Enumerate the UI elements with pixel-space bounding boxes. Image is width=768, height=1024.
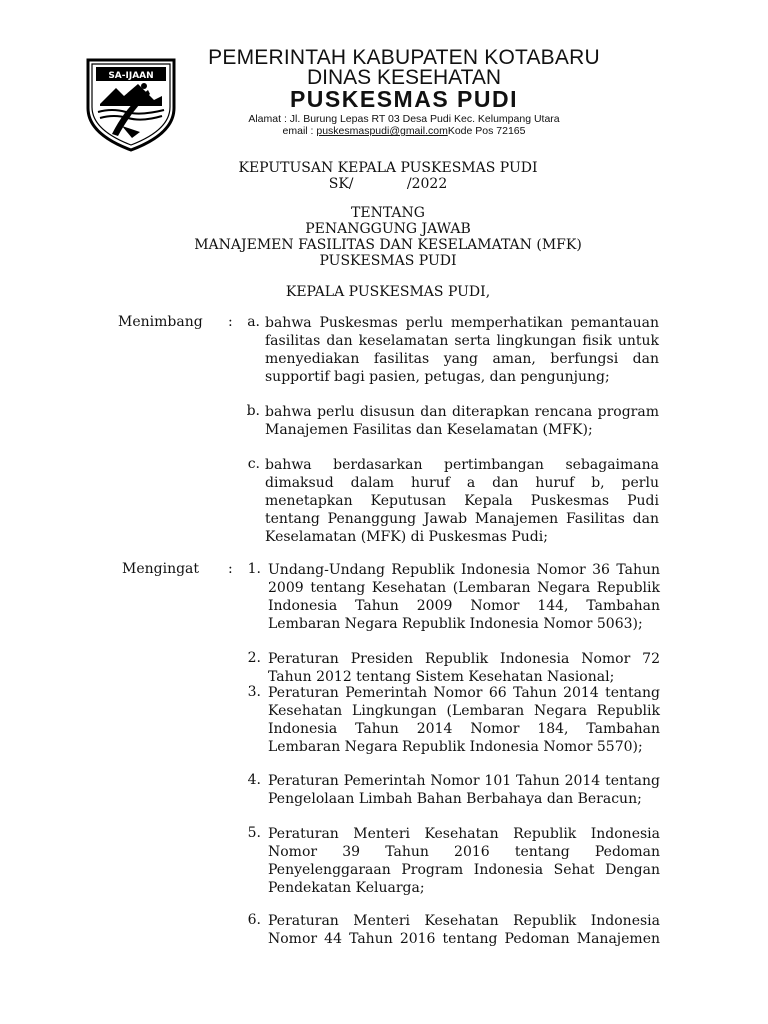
- mengingat-item: Peraturan Presiden Republik Indonesia Nomor 72 Tahun 2012 tentang Sistem Kesehatan Nasional;: [268, 651, 660, 685]
- mengingat-item: Peraturan Pemerintah Nomor 66 Tahun 2014 tentang Kesehatan Lingkungan (Lembaran Negara Republik Indonesia Tahun 2014 Nomor 184, Tambahan Lembaran Negara Republik Indonesia Nomor 5570);: [268, 685, 660, 755]
- agency-name: DINAS KESEHATAN: [306, 66, 502, 89]
- address: Alamat : Jl. Burung Lepas RT 03 Desa Pudi Kec. Kelumpang Utara: [248, 113, 560, 125]
- mengingat-item: Undang-Undang Republik Indonesia Nomor 36 Tahun 2009 tentang Kesehatan (Lembaran Negara Republik Indonesia Tahun 2009 Nomor 144, Tambahan Lembaran Negara Republik Indonesia Nomor 5063);: [268, 562, 660, 632]
- mengingat-label: Mengingat: [122, 561, 200, 577]
- government-name: PEMERINTAH KABUPATEN KOTABARU: [208, 46, 600, 69]
- mengingat-colon: :: [228, 561, 233, 577]
- puskesmas-name: PUSKESMAS PUDI: [289, 86, 519, 112]
- mengingat-marker: 3.: [247, 684, 261, 700]
- menimbang-item: bahwa perlu disusun dan diterapkan rencana program Manajemen Fasilitas dan Keselamatan (MFK);: [265, 404, 659, 438]
- mengingat-item: Peraturan Pemerintah Nomor 101 Tahun 2014 tentang Pengelolaan Limbah Bahan Berbahaya dan Beracun;: [268, 773, 660, 807]
- menimbang-item: bahwa Puskesmas perlu memperhatikan pemantauan fasilitas dan keselamatan serta lingkungan fisik untuk menyediakan fasilitas yang aman, berfungsi dan supportif bagi pasien, petugas, dan pengunjung;: [265, 315, 659, 385]
- mengingat-marker: 2.: [247, 650, 261, 666]
- decree-title: KEPUTUSAN KEPALA PUSKESMAS PUDI: [238, 160, 538, 176]
- menimbang-item: bahwa berdasarkan pertimbangan sebagaimana dimaksud dalam huruf a dan huruf b, perlu menetapkan Keputusan Kepala Puskesmas Pudi tentang Penanggung Jawab Manajemen Fasilitas dan Keselamatan (MFK) di Puskesmas Pudi;: [265, 457, 659, 545]
- menimbang-label: Menimbang: [118, 314, 203, 330]
- issuer-heading: KEPALA PUSKESMAS PUDI,: [285, 284, 491, 300]
- mengingat-marker: 6.: [247, 912, 261, 928]
- mengingat-marker: 1.: [247, 561, 261, 577]
- menimbang-colon: :: [228, 314, 233, 330]
- tentang-heading: TENTANG: [351, 205, 425, 221]
- email-label: email :: [282, 125, 317, 137]
- logo-text: SA-IJAAN: [108, 71, 154, 81]
- subject-line-1: PENANGGUNG JAWAB: [305, 221, 471, 237]
- subject-line-3: PUSKESMAS PUDI: [319, 253, 457, 269]
- letterhead: [0, 0, 768, 150]
- menimbang-marker: b.: [246, 403, 260, 419]
- mengingat-marker: 4.: [247, 772, 261, 788]
- mengingat-item: Peraturan Menteri Kesehatan Republik Indonesia Nomor 44 Tahun 2016 tentang Pedoman Manajemen: [268, 913, 660, 947]
- menimbang-marker: c.: [247, 456, 260, 472]
- menimbang-marker: a.: [247, 314, 260, 330]
- contact-line: [0, 125, 768, 137]
- subject-line-2: MANAJEMEN FASILITAS DAN KESELAMATAN (MFK): [194, 237, 582, 253]
- mengingat-item: Peraturan Menteri Kesehatan Republik Indonesia Nomor 39 Tahun 2016 tentang Pedoman Penyelenggaraan Program Indonesia Sehat Dengan Pendekatan Keluarga;: [268, 826, 660, 896]
- email-link[interactable]: puskesmaspudi@gmail.com: [316, 125, 448, 137]
- postal-code: Kode Pos 72165: [447, 125, 526, 137]
- mengingat-marker: 5.: [247, 825, 261, 841]
- decree-number: SK/ /2022: [328, 176, 448, 192]
